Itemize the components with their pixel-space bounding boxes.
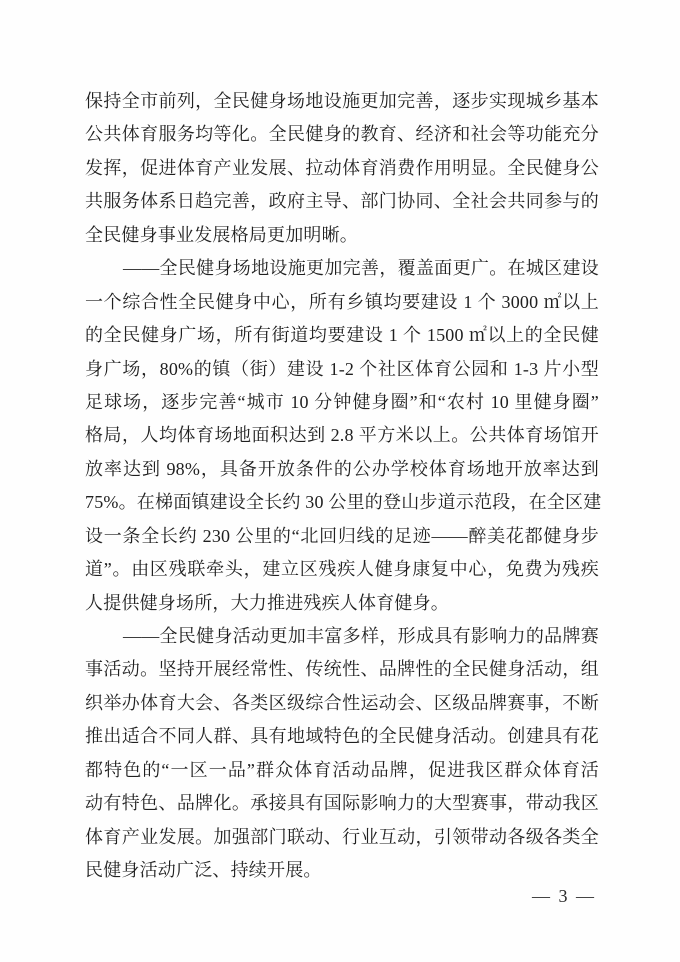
page-number: — 3 — <box>532 886 596 906</box>
text-line: 的全民健身广场，所有街道均要建设 1 个 1500 ㎡以上的全民健 <box>85 325 599 346</box>
text-line: 人提供健身场所，大力推进残疾人体育健身。 <box>85 592 449 613</box>
text-line: 格局，人均体育场地面积达到 2.8 平方米以上。公共体育场馆开 <box>85 425 599 446</box>
text-line: ——全民健身活动更加丰富多样，形成具有影响力的品牌赛 <box>123 626 599 646</box>
text-line: 设一条全长约 230 公里的“北回归线的足迹——醉美花都健身步 <box>85 525 599 546</box>
text-line: 推出适合不同人群、具有地域特色的全民健身活动。创建具有花 <box>85 726 599 747</box>
text-line: 都特色的“一区一品”群众体育活动品牌，促进我区群众体育活 <box>85 759 599 780</box>
text-line: 体育产业发展。加强部门联动、行业互动，引领带动各级各类全 <box>85 826 599 847</box>
text-line: 保持全市前列，全民健身场地设施更加完善，逐步实现城乡基本 <box>85 91 599 111</box>
text-line: 身广场，80%的镇（街）建设 1-2 个社区体育公园和 1-3 片小型 <box>85 358 599 379</box>
text-line: 放率达到 98%，具备开放条件的公办学校体育场地开放率达到 <box>85 458 599 479</box>
text-line: 全民健身事业发展格局更加明晰。 <box>85 224 358 245</box>
text-line: 公共体育服务均等化。全民健身的教育、经济和社会等功能充分 <box>85 124 599 145</box>
text-line: 发挥，促进体育产业发展、拉动体育消费作用明显。全民健身公 <box>85 157 599 178</box>
text-line: 75%。在梯面镇建设全长约 30 公里的登山步道示范段，在全区建 <box>85 492 602 513</box>
text-line: 动有特色、品牌化。承接具有国际影响力的大型赛事，带动我区 <box>85 793 599 814</box>
text-line: 道”。由区残联牵头，建立区残疾人健身康复中心，免费为残疾 <box>85 559 599 580</box>
text-line: 织举办体育大会、各类区级综合性运动会、区级品牌赛事，不断 <box>85 692 599 713</box>
text-line: 足球场，逐步完善“城市 10 分钟健身圈”和“农村 10 里健身圈” <box>85 391 599 412</box>
document-lines <box>85 85 602 888</box>
text-line: 民健身活动广泛、持续开展。 <box>85 860 322 881</box>
text-line: ——全民健身场地设施更加完善，覆盖面更广。在城区建设 <box>123 258 599 279</box>
text-line: 事活动。坚持开展经常性、传统性、品牌性的全民健身活动，组 <box>85 659 599 680</box>
text-line: 共服务体系日趋完善，政府主导、部门协同、全社会共同参与的 <box>85 191 599 212</box>
text-line: 一个综合性全民健身中心，所有乡镇均要建设 1 个 3000 ㎡以上 <box>85 291 599 312</box>
